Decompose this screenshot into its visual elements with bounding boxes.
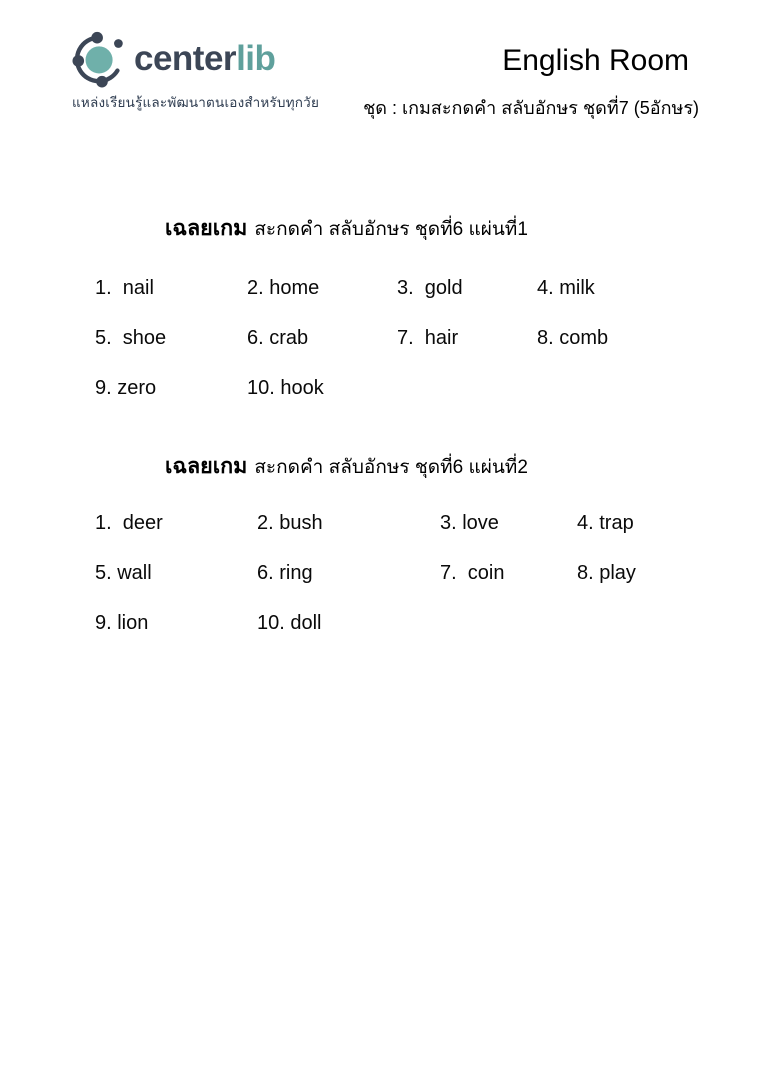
logo-tagline: แหล่งเรียนรู้และพัฒนาตนเองสำหรับทุกวัย xyxy=(72,95,320,110)
answer-item: 9. lion xyxy=(95,612,149,634)
brand-wordmark xyxy=(134,38,276,78)
answer-item: 10. hook xyxy=(247,377,324,399)
section-1-answers xyxy=(95,276,608,426)
answer-item: 3. love xyxy=(440,512,499,534)
answer-item: 9. zero xyxy=(95,377,157,399)
section-2-heading-bold: เฉลยเกม xyxy=(165,454,248,478)
answer-item: 7. coin xyxy=(440,562,505,584)
page-subtitle: ชุด : เกมสะกดคำ สลับอักษร ชุดที่7 (5อักษร) xyxy=(363,97,699,118)
answer-item: 1. deer xyxy=(95,512,163,534)
section-1-heading-bold: เฉลยเกม xyxy=(165,216,248,240)
brand-text-lib: lib xyxy=(236,38,276,78)
section-2-answers xyxy=(95,511,636,661)
answer-item: 6. ring xyxy=(257,562,313,584)
centerlib-logo xyxy=(72,28,319,113)
section-1-heading-rest: สะกดคำ สลับอักษร ชุดที่6 แผ่นที่1 xyxy=(254,219,528,240)
brand-text-center: center xyxy=(134,38,237,78)
answer-item: 10. doll xyxy=(257,612,322,634)
answer-item: 8. comb xyxy=(537,327,609,349)
answer-item: 5. shoe xyxy=(95,327,167,349)
answer-item: 8. play xyxy=(577,562,636,584)
answer-item: 2. home xyxy=(247,277,320,299)
answer-item: 3. gold xyxy=(397,277,463,299)
answer-item: 2. bush xyxy=(257,512,323,534)
answer-item: 4. trap xyxy=(577,512,634,534)
answer-item: 5. wall xyxy=(95,562,152,584)
answer-item: 1. nail xyxy=(95,277,154,299)
page-title: English Room xyxy=(502,44,689,77)
title-block xyxy=(363,44,699,122)
orbit-dots-icon xyxy=(72,28,130,88)
answer-item: 4. milk xyxy=(537,277,595,299)
section-2-heading xyxy=(165,449,528,483)
section-2-heading-rest: สะกดคำ สลับอักษร ชุดที่6 แผ่นที่2 xyxy=(254,457,528,478)
section-1-heading xyxy=(165,211,528,245)
answer-item: 6. crab xyxy=(247,327,309,349)
answer-item: 7. hair xyxy=(397,327,459,349)
